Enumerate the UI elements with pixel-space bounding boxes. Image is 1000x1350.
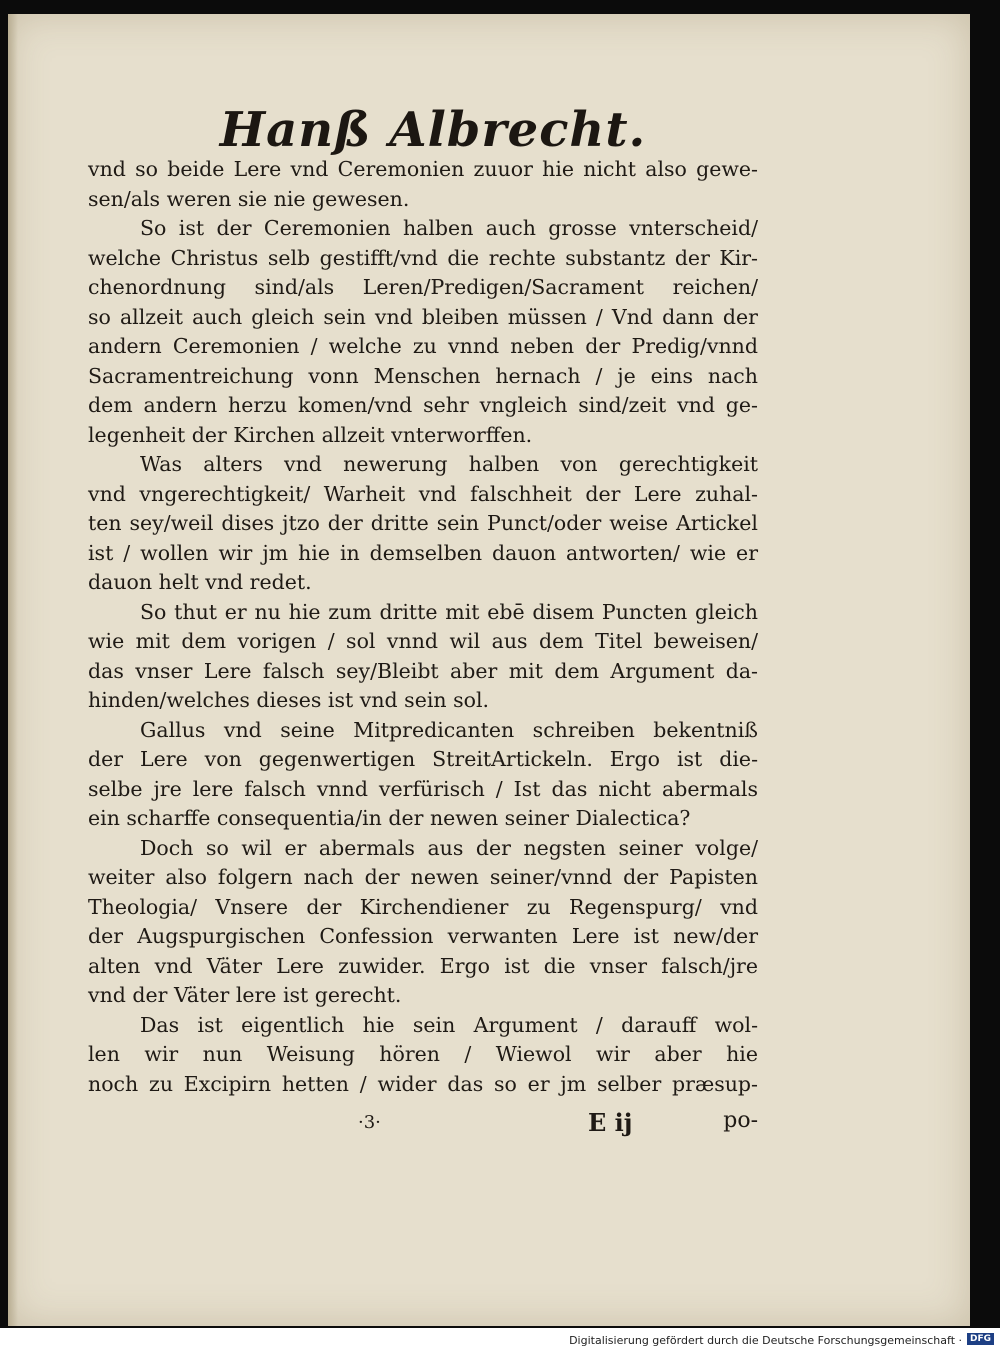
- paragraph: [88, 1011, 758, 1100]
- text-line: Das ist eigentlich hie sein Argument / darauff wol-: [140, 1012, 758, 1037]
- text-line: der Lere von gegenwertigen StreitArtickeln. Ergo ist die-: [88, 747, 758, 771]
- text-line: vnd der Väter lere ist gerecht.: [88, 983, 402, 1007]
- text-line: ist / wollen wir jm hie in demselben dauon antworten/ wie er: [88, 540, 758, 565]
- text-line: ein scharffe consequentia/in der newen seiner Dialectica?: [88, 806, 691, 830]
- text-block: [88, 155, 758, 1099]
- text-line: Sacramentreichung vonn Menschen hernach / je eins nach: [88, 363, 758, 388]
- text-line: legenheit der Kirchen allzeit vnterworffen.: [88, 422, 533, 447]
- paragraph: [88, 155, 758, 214]
- dfg-footer: [0, 1331, 1000, 1350]
- text-line: So ist der Ceremonien halben auch grosse vnterscheid/: [140, 216, 758, 240]
- text-line: der Augspurgischen Confession verwanten Lere ist new/der: [88, 924, 758, 948]
- signature-line: [88, 1108, 758, 1138]
- text-line: vnd vngerechtigkeit/ Warheit vnd falschheit der Lere zuhal-: [88, 481, 758, 506]
- text-line: alten vnd Väter Lere zuwider. Ergo ist die vnser falsch/jre: [88, 953, 758, 978]
- catchword: po-: [723, 1108, 758, 1133]
- text-line: hinden/welches dieses ist vnd sein sol.: [88, 688, 490, 712]
- signature-ornament: ·3·: [358, 1112, 381, 1133]
- paragraph: [88, 598, 758, 716]
- text-line: wie mit dem vorigen / sol vnnd wil aus dem Titel beweisen/: [88, 629, 758, 653]
- dfg-logo-icon: DFG: [967, 1333, 994, 1345]
- text-line: so allzeit auch gleich sein vnd bleiben müssen / Vnd dann der: [88, 304, 758, 329]
- text-line: welche Christus selb gestifft/vnd die rechte substantz der Kir-: [88, 245, 758, 270]
- text-line: vnd so beide Lere vnd Ceremonien zuuor hie nicht also gewe-: [88, 157, 758, 181]
- text-line: dauon helt vnd redet.: [88, 570, 312, 594]
- dfg-credit-text: Digitalisierung gefördert durch die Deutsche Forschungsgemeinschaft ·: [569, 1334, 962, 1347]
- text-line: ten sey/weil dises jtzo der dritte sein Punct/oder weise Artickel: [88, 511, 758, 535]
- text-line: Theologia/ Vnsere der Kirchendiener zu Regenspurg/ vnd: [88, 894, 758, 919]
- text-line: selbe jre lere falsch vnnd verfürisch / Ist das nicht abermals: [88, 776, 758, 801]
- text-line: andern Ceremonien / welche zu vnnd neben der Predig/vnnd: [88, 334, 758, 358]
- text-line: noch zu Excipirn hetten / wider das so er jm selber præsup-: [88, 1071, 758, 1096]
- text-line: Gallus vnd seine Mitpredicanten schreiben bekentniß: [140, 717, 758, 742]
- text-line: das vnser Lere falsch sey/Bleibt aber mit dem Argument da-: [88, 658, 758, 683]
- text-line: weiter also folgern nach der newen seiner/vnnd der Papisten: [88, 865, 758, 889]
- text-line: Was alters vnd newerung halben von gerechtigkeit: [140, 452, 758, 476]
- paragraph: [88, 716, 758, 834]
- running-head: Hanß Albrecht.: [219, 102, 647, 158]
- text-line: sen/als weren sie nie gewesen.: [88, 186, 410, 211]
- paragraph: [88, 450, 758, 598]
- text-line: Doch so wil er abermals aus der negsten seiner volge/: [140, 835, 758, 860]
- text-line: dem andern herzu komen/vnd sehr vngleich sind/zeit vnd ge-: [88, 393, 758, 417]
- text-line: len wir nun Weisung hören / Wiewol wir aber hie: [88, 1042, 758, 1066]
- paragraph: [88, 834, 758, 1011]
- text-line: So thut er nu hie zum dritte mit ebē disem Puncten gleich: [140, 599, 758, 624]
- text-line: chenordnung sind/als Leren/Predigen/Sacrament reichen/: [88, 275, 758, 299]
- signature-mark: E ij: [588, 1108, 633, 1137]
- paragraph: [88, 214, 758, 450]
